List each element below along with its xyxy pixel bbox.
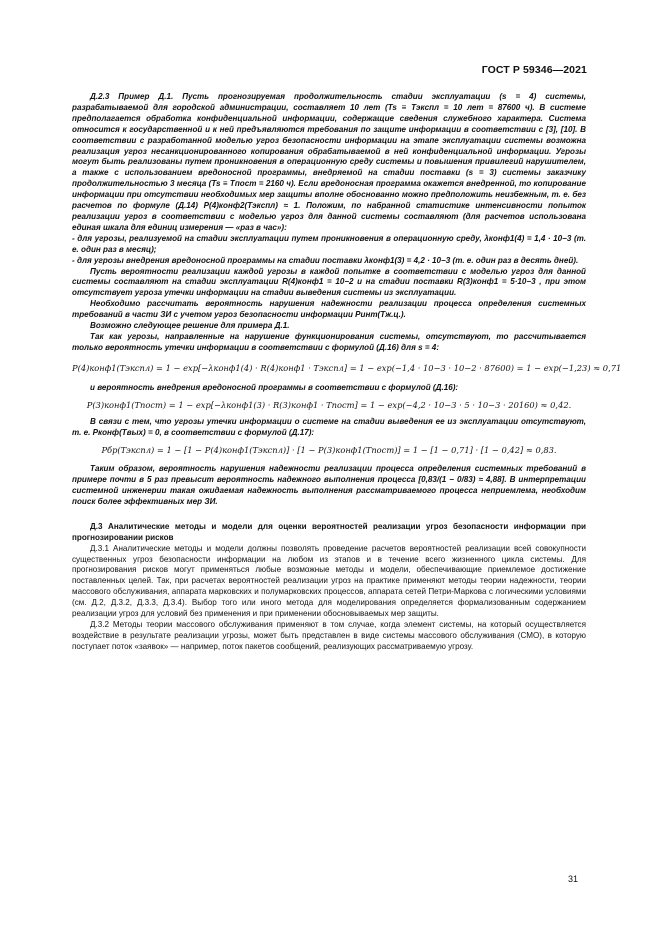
example-paragraph-10: Таким образом, вероятность нарушения надежности реализации процесса определения системных требований в примере почти в 5 раз превысит вероятность надежного выполнения процесса [0,83/(1 − 0/83) ≈ 4,88]. В интерпретации системной инженерии такая ожидаемая надежность выполнения рассматриваемого процесса неприемлема, необходим поиск более эффективных мер ЗИ. bbox=[72, 464, 586, 506]
formula-malware-probability: P(3)конф1(Tпост) = 1 − exp[−λконф1(3) · R(3)конф1 · Tпост] = 1 − exp(−4,2 · 10−3 · 5 · 10−3 · 20160) ≈ 0,42. bbox=[86, 399, 572, 410]
example-paragraph-3: - для угрозы внедрения вредоносной программы на стадии поставки λконф1(3) = 4,2 · 10−3 (т. е. один раз в десять дней). bbox=[72, 255, 579, 265]
section-paragraph-1: Д.3.1 Аналитические методы и модели должны позволять проведение расчетов вероятностей реализации всей совокупности существенных угроз безопасности информации на любом из этапов и в течение всего жизненного цикла системы. Для прогнозирования рисков могут применяться любые возможные методы и модели, обеспечивающие приемлемое достижение поставленных целей. Так, при расчетах вероятностей реализации угроз на практике применяют методы теории надежности, теории массового обслуживания, аппарата марковских и полумарковских процессов, аппарата сетей Петри-Маркова с логическими условиями (см. Д.2, Д.3.2, Д.3.3, Д.3.4). Выбор того или иного метода для моделирования определяется формализованным содержанием реализации угроз для условий без применения и при применении обосновываемых мер защиты. bbox=[72, 543, 586, 619]
section-paragraph-2: Д.3.2 Методы теории массового обслуживания применяют в том случае, когда элемент системы, на который осуществляется воздействие в результате реализации угрозы, может быть представлен в виде системы массового обслуживания (СМО), в которую поступает поток «заявок» — например, поток пакетов сообщений, реализующих рассматриваемую угрозу. bbox=[72, 619, 586, 651]
example-paragraph-4: Пусть вероятности реализации каждой угрозы в каждой попытке в соответствии с моделью угроз для данной системы составляют на стадии эксплуатации R(4)конф1 = 10−2 и на стадии поставки R(3)конф1 = 5·10−3 , при этом отсутствует угроза утечки информации на стадии выведения системы из эксплуатации. bbox=[72, 266, 586, 298]
page-content bbox=[72, 92, 622, 653]
example-paragraph-2: - для угрозы, реализуемой на стадии эксплуатации путем проникновения в операционную среду, λконф1(4) = 1,4 · 10−3 (т. е. один раз в месяц); bbox=[72, 233, 586, 254]
example-paragraph-9: В связи с тем, что угрозы утечки информации о системе на стадии выведения ее из эксплуатации отсутствуют, т. е. Pконф(Tвых) = 0, в соответствии с формулой (Д.17): bbox=[72, 417, 586, 438]
formula-breach-probability: Pбр(Tэкспл) = 1 − [1 − P(4)конф1(Tэкспл)] · [1 − P(3)конф1(Tпост)] = 1 − [1 − 0,71] · [1 − 0,42] ≈ 0,83. bbox=[101, 445, 557, 456]
page-number: 31 bbox=[568, 874, 579, 884]
example-paragraph-8: и вероятность внедрения вредоносной программы в соответствии с формулой (Д.16): bbox=[90, 382, 459, 392]
example-paragraph-1: Д.2.3 Пример Д.1. Пусть прогнозируемая продолжительность стадии эксплуатации (s = 4) системы, разрабатываемой для городской администрации, составляет 10 лет (Ts ≡ Tэкспл = 10 лет = 87600 ч). В системе предполагается обработка конфиденциальной информации, содержащие сведения служебного характера. Система относится к государственной и к ней предъявляются требования по защите информации в соответствии с [3], [10]. В соответствии с разработанной моделью угроз безопасности информации на этапе эксплуатации системы возможна реализация угроз несанкционированного копирования обрабатываемой в ней конфиденциальной информации. Угрозы могут быть реализованы путем проникновения в операционную среду системы и повышения привилегий нарушителем, а также с использованием вредоносной программы, внедряемой на стадии поставки (s = 3) системы заказчику продолжительностью 3 месяца (Ts ≡ Tпост = 2160 ч). Если вредоносная программа окажется внедренной, то копирование информации при отсутствии необходимых мер защиты вполне обоснованно можно предположить неизбежным, т. е. без расчетов по формуле (Д.14) P(4)конф2(Tэкспл) ≈ 1. Положим, по набранной статистике интенсивности попыток реализации угроз в соответствии с моделью угроз для данной системы составляют (для расчетов использована единая шкала для единиц измерения — «раз в час»): bbox=[72, 92, 586, 232]
example-paragraph-6: Возможно следующее решение для примера Д.1. bbox=[90, 321, 290, 331]
example-paragraph-7: Так как угрозы, направленные на нарушение функционирования системы, отсутствуют, то рассчитывается только вероятность утечки информации в соответствии с формулой (Д.16) для s = 4: bbox=[72, 331, 586, 352]
formula-leak-probability: P(4)конф1(Tэкспл) = 1 − exp[−λконф1(4) · R(4)конф1 · Tэкспл] = 1 − exp(−1,4 · 10−3 · 10−2 · 87600) = 1 − exp(−1,23) ≈ 0,71 bbox=[72, 362, 622, 373]
section-heading: Д.3 Аналитические методы и модели для оценки вероятностей реализации угроз безопасности информации при прогнозировании рисков bbox=[72, 521, 586, 542]
standard-header: ГОСТ Р 59346—2021 bbox=[481, 64, 587, 76]
example-paragraph-5: Необходимо рассчитать вероятность нарушения надежности реализации процесса определения системных требований в части ЗИ с учетом угроз безопасности информации Pинт(Tж.ц.). bbox=[72, 299, 586, 320]
